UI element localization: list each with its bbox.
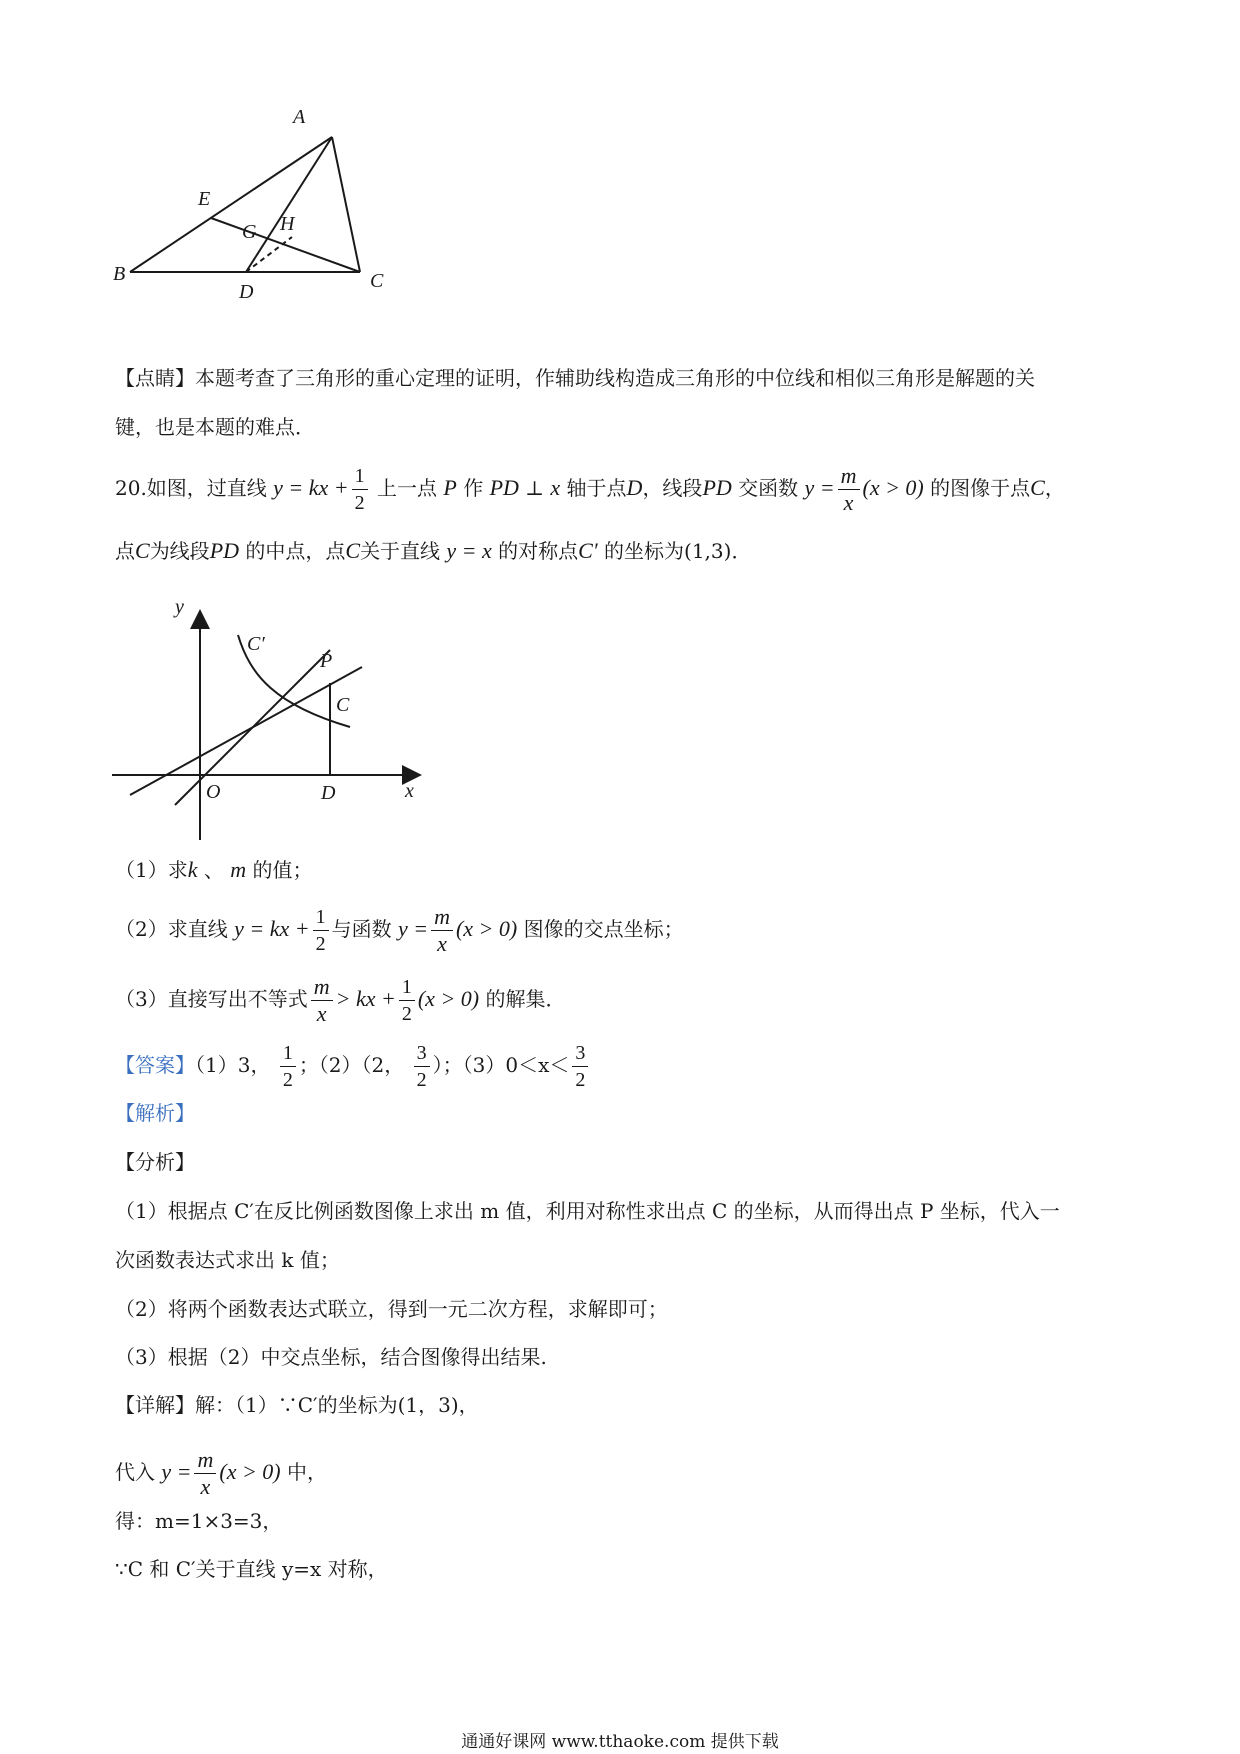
detail-text: 代入 <box>115 1460 155 1484</box>
fraction-half <box>313 904 329 957</box>
detail-text: 中， <box>287 1460 327 1484</box>
frac-num: 1 <box>280 1040 296 1067</box>
label-H: H <box>280 213 295 235</box>
q-text: 的值； <box>252 858 313 882</box>
frac-num: 1 <box>352 463 368 490</box>
dianjing-text1: 本题考查了三角形的重心定理的证明，作辅助线构造成三角形的中位线和相似三角形是解题的关 <box>195 366 1035 390</box>
problem-line2 <box>115 537 751 565</box>
problem-text: 上一点 <box>377 476 438 500</box>
answer-tag: 【答案】 <box>115 1053 195 1077</box>
dianjing-text2: 键，也是本题的难点． <box>115 415 315 439</box>
problem-text: ，线段 <box>642 476 703 500</box>
dianjing-tag: 【点睛】 <box>115 366 195 390</box>
label-Cprime: C′ <box>247 633 265 655</box>
frac-num: m <box>311 974 333 1001</box>
page-footer: 通通好课网 www.tthaoke.com 提供下载 <box>461 1732 779 1752</box>
fraction-m-over-x <box>194 1447 216 1500</box>
question-3 <box>115 974 565 1027</box>
q-text: （2）求直线 <box>115 917 228 941</box>
q-text: 与函数 <box>331 917 392 941</box>
line-equation: y = kx + <box>273 475 349 500</box>
frac-num: 1 <box>399 974 415 1001</box>
math-PD: PD <box>702 475 732 500</box>
q-text: 的解集． <box>485 987 566 1011</box>
math-m: m <box>230 857 247 882</box>
inequality: > kx + <box>335 986 396 1011</box>
problem-text: 20.如图，过直线 <box>115 476 267 500</box>
coordinate: (1,3) <box>684 539 732 563</box>
frac-num: 1 <box>313 904 329 931</box>
label-E: E <box>198 188 211 210</box>
label-G: G <box>242 221 257 243</box>
problem-text: 作 <box>463 476 484 500</box>
answer-text: （1）3， <box>195 1053 271 1077</box>
frac-den: x <box>843 490 854 515</box>
problem-text: 交函数 <box>738 476 799 500</box>
problem-line1 <box>115 463 1065 516</box>
problem-text: 为线段 <box>149 539 210 563</box>
math-P: P <box>443 475 457 500</box>
frac-num: m <box>194 1447 216 1474</box>
q-text: （1）求 <box>115 858 188 882</box>
fraction-m-over-x <box>311 974 333 1027</box>
jiexi-heading: 【解析】 <box>115 1101 195 1125</box>
math-PD: PD <box>489 475 519 500</box>
detail-tag: 【详解】 <box>115 1393 195 1417</box>
question-1 <box>115 856 312 884</box>
frac-den: 2 <box>416 1069 427 1091</box>
fenxi-line4: （3）根据（2）中交点坐标，结合图像得出结果. <box>115 1345 547 1369</box>
func-equation: y = <box>804 475 835 500</box>
label-D: D <box>239 281 254 303</box>
problem-text: 的对称点 <box>498 539 579 563</box>
func-equation: y = <box>397 916 429 941</box>
math-C: C <box>1030 475 1045 500</box>
frac-num: 3 <box>572 1040 588 1067</box>
condition: (x > 0) <box>219 1459 281 1484</box>
answer-fraction-2 <box>414 1040 430 1093</box>
frac-num: m <box>431 904 453 931</box>
func-equation: y = <box>161 1459 192 1484</box>
detail-line1 <box>115 1391 479 1419</box>
q-text: 图像的交点坐标； <box>523 917 684 941</box>
fenxi-line2: 次函数表达式求出 k 值； <box>115 1248 340 1272</box>
fenxi-heading: 【分析】 <box>115 1150 195 1174</box>
detail-text: 解：（1）∵C′的坐标为(1，3)， <box>195 1393 479 1417</box>
frac-num: 3 <box>414 1040 430 1067</box>
math-C: C <box>135 538 150 563</box>
detail-line2 <box>115 1447 327 1500</box>
detail-line3: 得：m=1×3=3， <box>115 1509 283 1533</box>
answer-line <box>115 1040 591 1093</box>
problem-text: 的中点，点 <box>245 539 346 563</box>
frac-den: 2 <box>354 492 365 514</box>
math-k: k <box>187 857 198 882</box>
label-A: A <box>293 106 306 128</box>
dianjing-line2 <box>115 413 315 441</box>
answer-fraction-1 <box>280 1040 296 1093</box>
problem-text: 的坐标为 <box>604 539 685 563</box>
math-C: C <box>345 538 361 563</box>
label-C: C <box>336 694 350 716</box>
frac-num: m <box>838 463 860 490</box>
frac-den: x <box>437 931 447 956</box>
condition: (x > 0) <box>862 475 924 500</box>
frac-den: 2 <box>282 1069 293 1091</box>
problem-text: 轴于点 <box>566 476 627 500</box>
triangle-figure <box>113 105 440 335</box>
math-D: D <box>626 475 643 500</box>
answer-fraction-3 <box>572 1040 588 1093</box>
problem-text: ， <box>1044 476 1065 500</box>
fenxi-line3: （2）将两个函数表达式联立，得到一元二次方程，求解即可； <box>115 1297 668 1321</box>
label-y: y <box>175 596 184 618</box>
perp-symbol: ⊥ <box>525 476 545 500</box>
label-C: C <box>370 270 384 292</box>
frac-den: x <box>316 1001 327 1026</box>
math-PD: PD <box>209 538 240 563</box>
line-equation: y = kx + <box>234 916 310 941</box>
answer-text: ）；（3）0＜x＜ <box>432 1053 570 1077</box>
q-text: （3）直接写出不等式 <box>115 987 308 1011</box>
frac-den: 2 <box>315 933 326 955</box>
line-y-eq-x: y = x <box>446 538 492 563</box>
segment-AD <box>246 137 332 272</box>
q-text: 、 <box>203 858 224 882</box>
condition: (x > 0) <box>455 916 518 941</box>
fraction-half <box>352 463 368 516</box>
label-B: B <box>113 263 126 285</box>
label-O: O <box>206 781 221 803</box>
frac-den: x <box>200 1474 211 1499</box>
math-x: x <box>550 475 561 500</box>
fraction-m-over-x <box>431 904 453 957</box>
problem-text: 关于直线 <box>360 539 441 563</box>
problem-text: 点 <box>115 539 135 563</box>
coordinate-graph <box>100 595 430 845</box>
segment-AC <box>332 137 360 272</box>
problem-text: 的图像于点 <box>930 476 1031 500</box>
fraction-half <box>399 974 415 1027</box>
label-x: x <box>405 780 414 802</box>
detail-line4: ∵C 和 C′关于直线 y=x 对称， <box>115 1557 388 1581</box>
condition: (x > 0) <box>417 986 480 1011</box>
dianjing-line1 <box>115 364 1035 392</box>
answer-text: ；（2）（2， <box>298 1053 405 1077</box>
label-P: P <box>320 650 333 672</box>
math-Cprime: C′ <box>578 538 598 563</box>
fenxi-line1: （1）根据点 C′在反比例函数图像上求出 m 值，利用对称性求出点 C 的坐标，从而得出点 P 坐标，代入一 <box>115 1199 1060 1223</box>
question-2 <box>115 904 684 957</box>
fraction-m-over-x <box>838 463 860 516</box>
frac-den: 2 <box>401 1003 412 1025</box>
frac-den: 2 <box>575 1069 586 1091</box>
label-D: D <box>321 782 336 804</box>
problem-text: ． <box>731 539 752 563</box>
